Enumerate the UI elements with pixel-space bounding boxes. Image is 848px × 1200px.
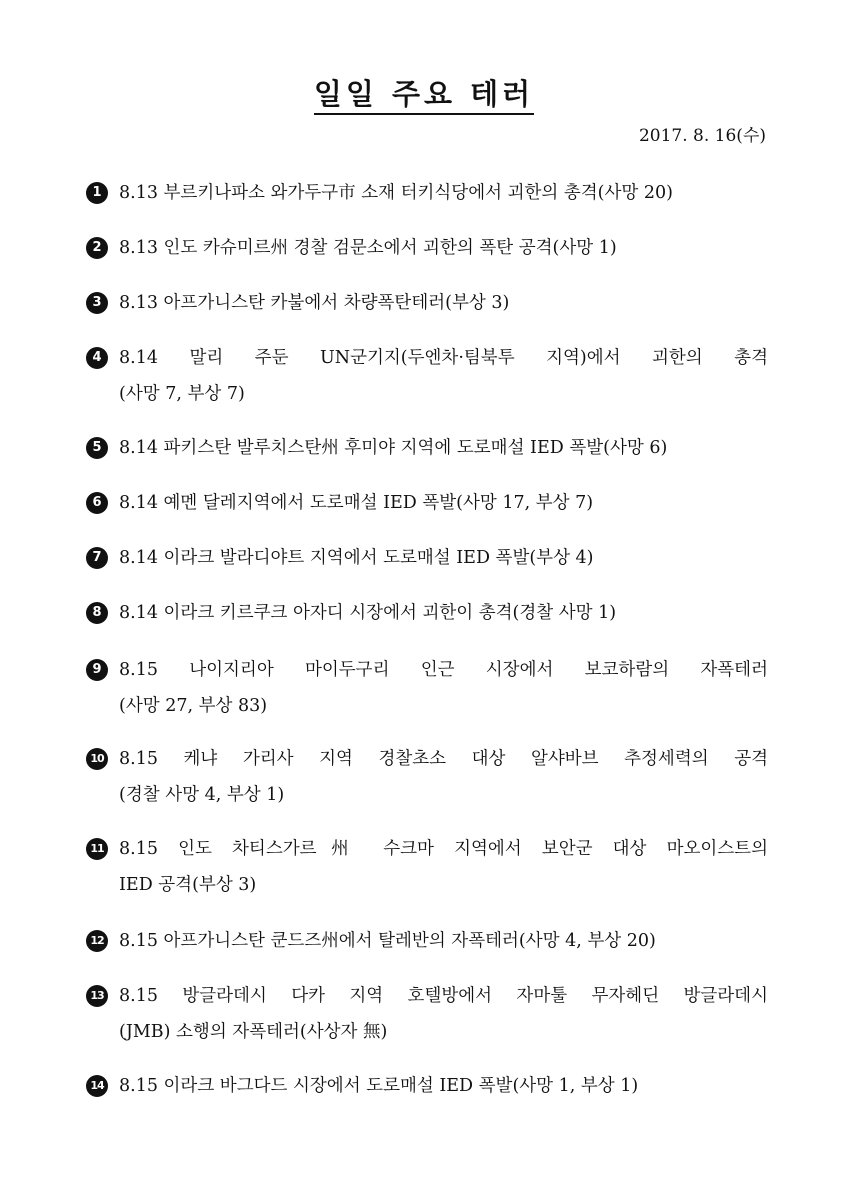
- item-text: 8.14 파키스탄 발루치스탄州 후미야 지역에 도로매설 IED 폭발(사망 6): [119, 438, 668, 458]
- circled-number-marker: 10: [86, 748, 108, 770]
- item-text: 8.15 인도 차티스가르州 수크마 지역에서 보안군 대상 마오이스트의: [119, 839, 768, 859]
- circled-number-marker: 11: [86, 838, 108, 860]
- item-text: 8.15 아프가니스탄 쿤드즈州에서 탈레반의 자폭테러(사망 4, 부상 20): [119, 931, 656, 951]
- item-text-continued: (경찰 사망 4, 부상 1): [119, 785, 285, 805]
- circled-number-marker: 7: [86, 547, 108, 569]
- item-text: 8.13 아프가니스탄 카불에서 차량폭탄테러(부상 3): [119, 293, 510, 313]
- item-text-continued: IED 공격(부상 3): [119, 875, 257, 895]
- circled-number-marker: 14: [86, 1075, 108, 1097]
- circled-number-marker: 6: [86, 492, 108, 514]
- item-text: 8.14 이라크 발라디야트 지역에서 도로매설 IED 폭발(부상 4): [119, 548, 594, 568]
- circled-number-marker: 5: [86, 437, 108, 459]
- page-title-text: 일일 주요 테러: [314, 77, 534, 115]
- circled-number-marker: 12: [86, 930, 108, 952]
- item-text: 8.15 이라크 바그다드 시장에서 도로매설 IED 폭발(사망 1, 부상 1): [119, 1076, 639, 1096]
- page-title: [0, 74, 848, 114]
- item-text-continued: (사망 7, 부상 7): [119, 384, 245, 404]
- item-text: 8.15 방글라데시 다카 지역 호텔방에서 자마툴 무자헤딘 방글라데시: [119, 986, 768, 1006]
- report-date: 2017. 8. 16(수): [638, 126, 766, 146]
- item-text: 8.14 예멘 달레지역에서 도로매설 IED 폭발(사망 17, 부상 7): [119, 493, 594, 513]
- item-text-continued: (JMB) 소행의 자폭테러(사상자 無): [119, 1022, 388, 1042]
- circled-number-marker: 3: [86, 292, 108, 314]
- circled-number-marker: 9: [86, 659, 108, 681]
- item-text: 8.15 케냐 가리사 지역 경찰초소 대상 알샤바브 추정세력의 공격: [119, 749, 768, 769]
- circled-number-marker: 13: [86, 985, 108, 1007]
- circled-number-marker: 4: [86, 347, 108, 369]
- circled-number-marker: 1: [86, 182, 108, 204]
- circled-number-marker: 8: [86, 602, 108, 624]
- item-text: 8.14 이라크 키르쿠크 아자디 시장에서 괴한이 총격(경찰 사망 1): [119, 603, 617, 623]
- item-text-continued: (사망 27, 부상 83): [119, 696, 268, 716]
- item-text: 8.13 인도 카슈미르州 경찰 검문소에서 괴한의 폭탄 공격(사망 1): [119, 238, 617, 258]
- circled-number-marker: 2: [86, 237, 108, 259]
- item-text: 8.13 부르키나파소 와가두구市 소재 터키식당에서 괴한의 총격(사망 20): [119, 183, 673, 203]
- item-text: 8.15 나이지리아 마이두구리 인근 시장에서 보코하람의 자폭테러: [119, 660, 768, 680]
- item-text: 8.14 말리 주둔 UN군기지(두엔차·팀북투 지역)에서 괴한의 총격: [119, 348, 768, 368]
